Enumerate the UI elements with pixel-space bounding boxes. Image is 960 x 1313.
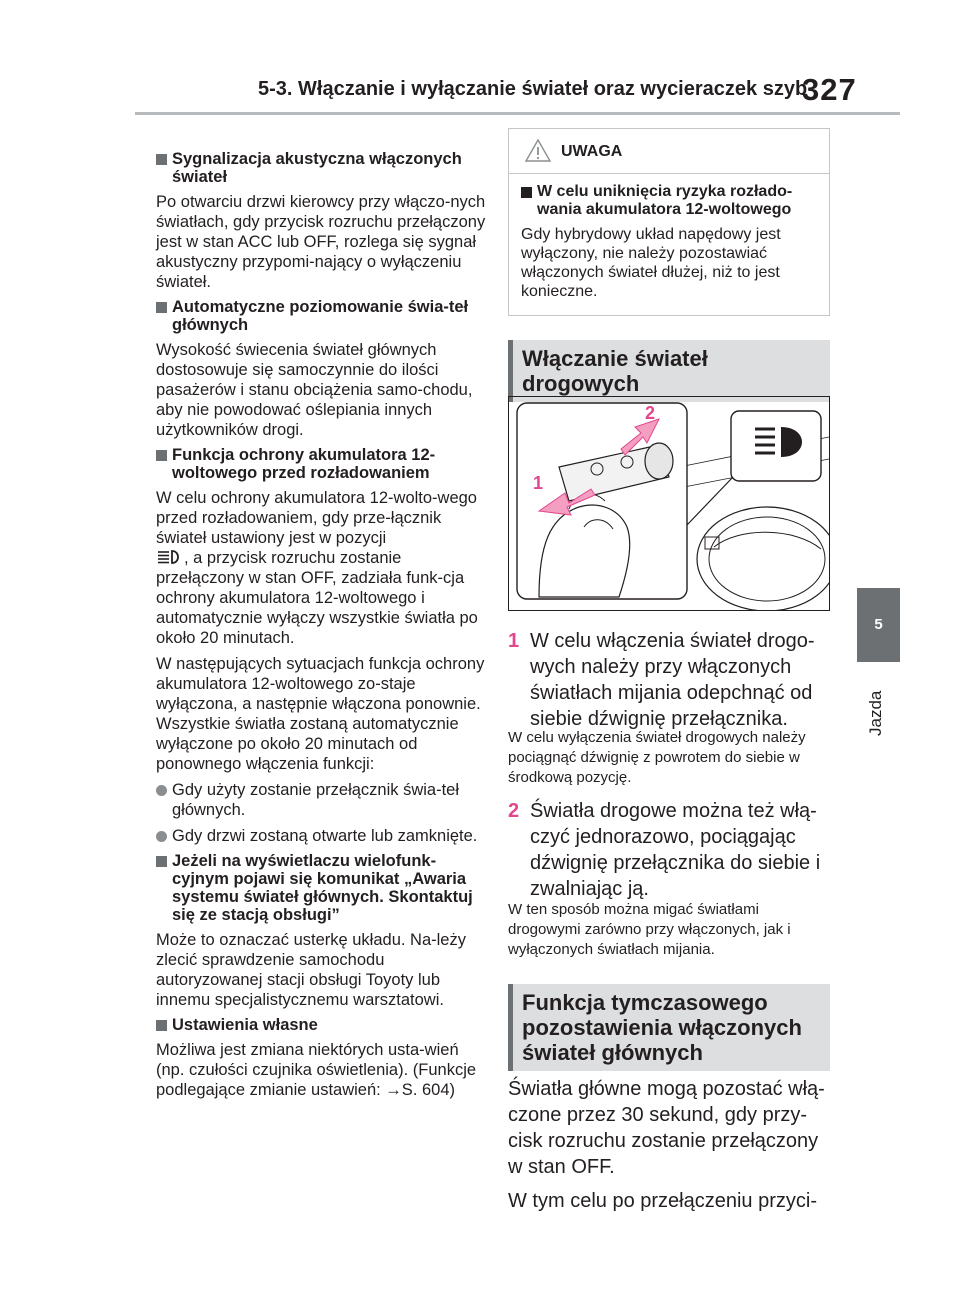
section-heading: Funkcja ochrony akumulatora 12-woltowego przed rozładowaniem bbox=[156, 446, 488, 482]
section-title-headlight-delay: Funkcja tymczasowego pozostawienia włączonych świateł głównych bbox=[508, 984, 830, 1071]
paragraph: Może to oznaczać usterkę układu. Na-leży zlecić sprawdzenie samochodu autoryzowanej stacji obsługi Toyoty lub innemu specjalistycznemu warsztatowi. bbox=[156, 931, 466, 1009]
step-number: 1 bbox=[508, 630, 520, 652]
square-bullet-icon bbox=[156, 154, 167, 165]
paragraph: W następujących sytuacjach funkcja ochrony akumulatora 12-woltowego zo-staje wyłączona, a następnie włączona ponownie. Wszystkie światła zostaną automatycznie wyłączone po około 20 minutach od ponownego włączenia funkcji: bbox=[156, 655, 485, 773]
section-heading: Sygnalizacja akustyczna włączonych świateł bbox=[156, 150, 488, 186]
running-header: 5-3. Włączanie i wyłączanie świateł oraz wycieraczek szyb bbox=[258, 78, 808, 100]
square-bullet-icon bbox=[156, 1020, 167, 1031]
chapter-tab[interactable]: 5 bbox=[857, 588, 900, 662]
paragraph: Możliwa jest zmiana niektórych usta-wień (np. czułości czujnika oświetlenia). (Funkcje podlegające zmianie ustawień: →S. 604) bbox=[156, 1041, 477, 1099]
header-divider bbox=[135, 112, 900, 115]
label-1: 1 bbox=[533, 473, 544, 493]
chapter-label: Jazda bbox=[866, 690, 885, 736]
headlight-lever-diagram bbox=[509, 397, 829, 610]
circle-bullet-icon bbox=[156, 785, 167, 796]
paragraph: Wysokość świecenia świateł głównych dostosowuje się samoczynnie do ilości pasażerów i stanu obciążenia samo-chodu, aby nie powodować oślepiania innych użytkowników drogi. bbox=[156, 341, 473, 439]
step-2 bbox=[508, 798, 828, 902]
section-heading: Ustawienia własne bbox=[156, 1016, 488, 1034]
paragraph: W tym celu po przełączeniu przyci- bbox=[508, 1190, 817, 1212]
step-text: Światła drogowe można też włą-czyć jednorazowo, pociągając dźwignię przełącznika do siebie i zwalniając ją. bbox=[530, 800, 821, 900]
section-2-body bbox=[508, 1076, 838, 1222]
step-2-note: W ten sposób można migać światłami drogowymi zarówno przy włączonych, jak i wyłączonych światłach mijania. bbox=[508, 901, 791, 958]
paragraph: W celu ochrony akumulatora 12-wolto-wego przed rozładowaniem, gdy prze-łącznik świateł ustawiony jest w pozycji , a przycisk rozruchu zostanie przełączony w stan OFF, zadziała funk-cja ochrony akumulatora 12-woltowego i automatycznie wyłączy wszystkie światła po około 20 minutach. bbox=[156, 489, 478, 647]
illustration-lever bbox=[508, 396, 830, 611]
left-column bbox=[156, 150, 488, 1106]
square-bullet-icon bbox=[156, 450, 167, 461]
square-bullet-icon bbox=[156, 302, 167, 313]
circle-bullet-icon bbox=[156, 831, 167, 842]
warning-divider bbox=[509, 173, 829, 174]
section-heading: Automatyczne poziomowanie świa-teł głównych bbox=[156, 298, 488, 334]
label-2: 2 bbox=[645, 403, 656, 423]
warning-triangle-icon bbox=[525, 139, 551, 162]
section-heading: Jeżeli na wyświetlaczu wielofunk-cyjnym pojawi się komunikat „Awaria systemu świateł głównych. Skontaktuj się ze stacją obsługi” bbox=[156, 852, 488, 924]
list-item: Gdy użyty zostanie przełącznik świa-teł głównych. bbox=[156, 780, 488, 820]
warning-text: Gdy hybrydowy układ napędowy jest wyłączony, nie należy pozostawiać włączonych świateł dłużej, niż to jest konieczne. bbox=[521, 226, 781, 300]
warning-heading: W celu uniknięcia ryzyka rozłado-wania akumulatora 12-woltowego bbox=[521, 183, 819, 219]
list-item: Gdy drzwi zostaną otwarte lub zamknięte. bbox=[156, 826, 488, 846]
square-bullet-icon bbox=[156, 856, 167, 867]
paragraph: Światła główne mogą pozostać włą-czone przez 30 sekund, gdy przy-cisk rozruchu zostanie przełączony w stan OFF. bbox=[508, 1078, 825, 1178]
warning-box bbox=[508, 128, 830, 316]
section-title-high-beam: Włączanie świateł drogowych bbox=[508, 340, 830, 402]
paragraph: Po otwarciu drzwi kierowcy przy włączo-nych światłach, gdy przycisk rozruchu przełączony jest w stan ACC lub OFF, rozlega się sygnał akustyczny przypomi-nający o wyłączeniu świateł. bbox=[156, 193, 486, 291]
step-text: W celu włączenia świateł drogo-wych należy przy włączonych światłach mijania odepchnąć od siebie dźwignię przełącznika. bbox=[530, 630, 815, 730]
square-bullet-icon bbox=[521, 187, 532, 198]
step-number: 2 bbox=[508, 800, 520, 822]
warning-body bbox=[521, 183, 819, 307]
page-number: 327 bbox=[802, 72, 857, 107]
step-1-note: W celu wyłączenia świateł drogowych należy pociągnąć dźwignię z powrotem do siebie w środkową pozycję. bbox=[508, 729, 806, 786]
headlight-icon bbox=[156, 549, 182, 565]
warning-title: UWAGA bbox=[525, 139, 622, 162]
step-1 bbox=[508, 628, 828, 732]
